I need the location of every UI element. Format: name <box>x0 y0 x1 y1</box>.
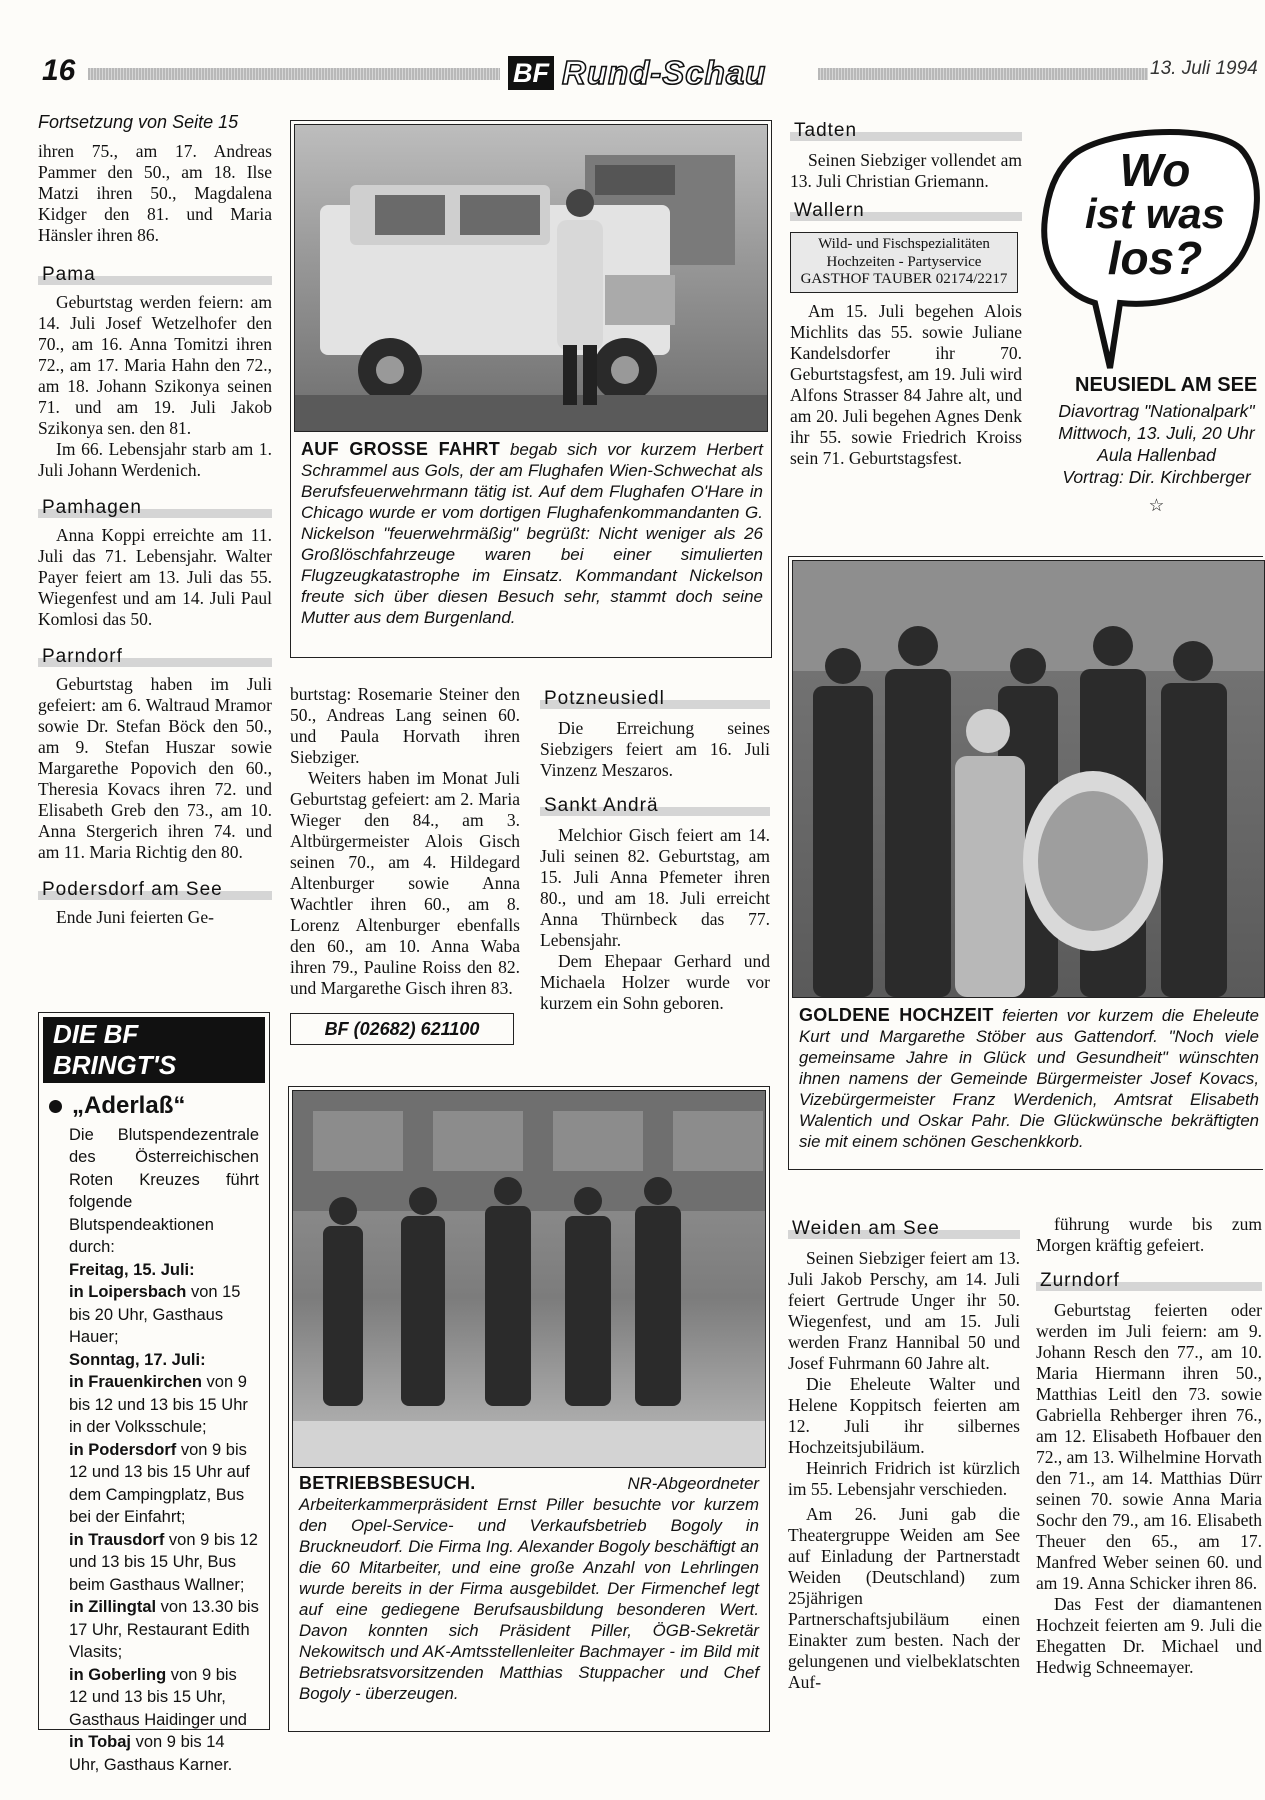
hochzeit-story-box <box>788 556 1263 1170</box>
masthead-logo <box>508 56 810 92</box>
section-header-wallern: Wallern <box>790 200 1022 222</box>
paragraph: Seinen Siebziger vollendet am 13. Juli Christian Griemann. <box>790 150 1022 191</box>
event-line: Vortrag: Dir. Kirchberger <box>1062 467 1251 487</box>
event-line: Mittwoch, 13. Juli, 20 Uhr <box>1058 423 1255 443</box>
paragraph: Melchior Gisch feiert am 14. Juli seinen 82. Geburtstag, am 15. Juli Anna Pfemeter ihren 80., und am 18. Juli erreicht Anna Thürnbeck das 77. Lebensjahr. <box>540 825 770 950</box>
box-day: Sonntag, 17. Juli: <box>69 1350 206 1369</box>
golden-wedding-photo <box>792 560 1265 998</box>
masthead-rule-left <box>88 68 500 80</box>
paragraph: Geburtstag werden feiern: am 14. Juli Josef Wetzelhofer den 70., am 16. Anna Tomitzi ihren 72., am 17. Maria Hahn den 72., am 18. Johann Szikonya seinen 71. und am 19. Juli Jakob Szikonya sen. den 81. <box>38 292 272 438</box>
bf-info-box <box>38 1012 270 1774</box>
section-header-tadten: Tadten <box>790 120 1022 142</box>
bubble-line: los? <box>1107 232 1203 284</box>
box-entry: in Frauenkirchen von 9 bis 12 und 13 bis 15 Uhr in der Volksschule; <box>69 1373 248 1436</box>
logo-title: Rund-Schau <box>562 54 767 91</box>
paragraph: Am 15. Juli begehen Alois Michlits das 55. sowie Juliane Kandelsdorfer ihr 70. Geburtstagsfest, am 19. Juli wird Alfons Strasser 84 Jahre alt, und am 20. Juli begehen Agnes Denk ihr 55. sowie Friedrich Kroiss sein 71. Geburtstagsfest. <box>790 300 1022 468</box>
star-icon: ☆ <box>1148 495 1165 515</box>
section-header-zurndorf: Zurndorf <box>1036 1270 1262 1292</box>
paragraph: Die Eheleute Walter und Helene Koppitsch feierten am 12. Juli ihr silbernes Hochzeitsjubiläum. <box>788 1374 1020 1457</box>
box-entry: in Tobaj von 9 bis 14 Uhr, Gasthaus Karner. <box>69 1733 233 1774</box>
paragraph: Geburtstag haben im Juli gefeiert: am 6. Waltraud Mramor sowie Dr. Stefan Böck den 50., am 9. Stefan Huszar sowie Margarethe Popovich den 60., Theresia Kovacs ihren 72. und Elisabeth Greb den 73., am 10. Anna Stergerich ihren 74. und am 11. Maria Richtig den 80. <box>38 674 272 862</box>
logo-bf: BF <box>508 56 554 90</box>
phone-box: BF (02682) 621100 <box>290 1013 514 1045</box>
bubble-line: Wo <box>1119 144 1191 196</box>
fire-story-box <box>290 120 772 658</box>
fire-story-caption: AUF GROSSE FAHRT begab sich vor kurzem Herbert Schrammel aus Gols, der am Flughafen Wien-Schwechat als Berufsfeuerwehrmann tätig ist. Auf dem Flughafen O'Hare in Chicago wurde er vom dortigen Flughafenkommandanten G. Nickelson "feuerwehrmäßig" begrüßt: Nicht weniger als 26 Großlöschfahrzeuge waren bei einer simulierten Flugzeugkatastrophe im Einsatz. Kommandant Nickelson freute sich über diesen Besuch sehr, stammt doch seine Mutter aus dem Burgenland. <box>301 439 763 627</box>
fire-truck-photo <box>294 124 768 432</box>
page-number: 16 <box>42 54 76 87</box>
box-day: Freitag, 15. Juli: <box>69 1260 195 1279</box>
section-header-weiden: Weiden am See <box>788 1218 1020 1240</box>
section-header-pamhagen: Pamhagen <box>38 497 272 519</box>
paragraph: Geburtstag feierten oder werden im Juli feiern: am 9. Johann Resch den 77., am 10. Maria Hiermann ihren 50., Matthias Leitl den 73. sowie Gabriella Rehberger ihren 76., am 12. Elisabeth Hofbauer den 72., am 13. Wilhelmine Horvath den 71., am 14. Matthias Dürr seinen 70. sowie Anna Maria Sochr den 79., am 16. Elisabeth Theuer den 65., am 17. Manfred Weber seinen 60. und am 19. Anna Schicker ihren 86. <box>1036 1300 1262 1593</box>
paragraph: Heinrich Fridrich ist kürzlich im 55. Lebensjahr verschieden. <box>788 1458 1020 1499</box>
column-2 <box>290 684 520 1045</box>
box-title: DIE BF BRINGT'S <box>43 1017 265 1083</box>
paragraph: führung wurde bis zum Morgen kräftig gefeiert. <box>1036 1214 1262 1255</box>
event-details <box>1048 400 1265 516</box>
column-1 <box>38 112 272 928</box>
event-place: NEUSIEDL AM SEE <box>1075 374 1258 396</box>
box-entry: in Loipersbach von 15 bis 20 Uhr, Gasthaus Hauer; <box>69 1283 241 1346</box>
column-5 <box>788 1218 1020 1693</box>
hochzeit-story-caption: GOLDENE HOCHZEIT feierten vor kurzem die Eheleute Kurt und Margarethe Stöber aus Gattendorf. "Noch viele gemeinsame Jahre in Glück und Gesundheit" wünschten ihnen namens der Gemeinde Bürgermeister Josef Kovacs, Vizebürgermeister Franz Werdenich, Amtsrat Elisabeth Walentich und Oskar Pahr. Die Glückwünsche bekräftigten sie mit einem schönen Geschenkkorb. <box>799 1005 1259 1151</box>
section-header-potzneusiedl: Potzneusiedl <box>540 688 770 710</box>
bubble-text <box>1060 144 1250 284</box>
column-3 <box>540 688 770 1014</box>
paragraph: Ende Juni feierten Ge- <box>56 907 214 927</box>
betrieb-story-caption: BETRIEBSBESUCH. NR-Abgeordneter Arbeiterkammerpräsident Ernst Piller besuchte vor kurzem den Opel-Service- und Verkaufsbetrieb Bogoly in Bruckneudorf. Die Firma Ing. Alexander Bogoly beschäftigt an die 60 Mitarbeiter, und eine große Anzahl von Lehrlingen wurde bereits in der Firma ausgebildet. Der Firmenchef legt auf eine gediegene Berufsausbildung besonderen Wert. Davon konnten sich Präsident Piller, ÖGB-Sekretär Nekowitsch und AK-Amtsstellenleiter Bachmayer - im Bild mit Betriebsratsvorsitzenden Matthias Stuppacher und Chef Bogoly - überzeugen. <box>299 1473 759 1703</box>
paragraph: Die Erreichung seines Siebzigers feiert am 16. Juli Vinzenz Meszaros. <box>540 718 770 780</box>
section-header-parndorf: Parndorf <box>38 646 272 668</box>
paragraph: Im 66. Lebensjahr starb am 1. Juli Johann Werdenich. <box>38 439 272 480</box>
event-line: Diavortrag "Nationalpark" <box>1058 401 1255 421</box>
group-illustration <box>293 1091 765 1467</box>
bubble-line: ist was <box>1084 190 1226 237</box>
column-6 <box>1036 1214 1262 1678</box>
continuation-note: Fortsetzung von Seite 15 <box>38 112 239 132</box>
event-line: Aula Hallenbad <box>1097 445 1216 465</box>
box-entry: in Zillingtal von 13.30 bis 17 Uhr, Restaurant Edith Vlasits; <box>69 1598 259 1661</box>
masthead <box>0 52 1265 100</box>
box-entry: in Podersdorf von 9 bis 12 und 13 bis 15 Uhr auf dem Campingplatz, Bus bei der Einfahrt; <box>69 1440 250 1526</box>
event-box <box>1040 118 1265 538</box>
ad-line: Hochzeiten - Partyservice <box>826 253 982 270</box>
section-header-podersdorf: Podersdorf am See <box>38 879 272 901</box>
box-heading: „Aderlaß“ <box>49 1095 259 1118</box>
section-header-pama: Pama <box>38 264 272 286</box>
gasthof-ad <box>790 232 1018 293</box>
masthead-rule-right <box>818 68 1148 80</box>
betrieb-story-box <box>288 1086 770 1732</box>
paragraph: ihren 75., am 17. Andreas Pammer den 50., am 18. Ilse Matzi ihren 50., Magdalena Kidger den 81. und Maria Hänsler ihren 86. <box>38 141 272 245</box>
ad-line: Wild- und Fischspezialitäten <box>818 236 990 252</box>
column-4 <box>790 120 1022 469</box>
paragraph: Am 26. Juni gab die Theatergruppe Weiden am See auf Einladung der Partnerstadt Weiden (Deutschland) zum 25jährigen Partnerschaftsjubiläum einen Einakter zum besten. Nach der gelungenen und vielbeklatschten Auf- <box>788 1504 1020 1692</box>
ad-line: GASTHOF TAUBER 02174/2217 <box>800 271 1008 287</box>
box-entry: in Goberling von 9 bis 12 und 13 bis 15 Uhr, Gasthaus Haidinger und <box>69 1665 247 1729</box>
paragraph: Anna Koppi erreichte am 11. Juli das 71. Lebensjahr. Walter Payer feiert am 13. Juli das 55. Wiegenfest und am 14. Juli Paul Komlosi das 50. <box>38 525 272 629</box>
paragraph: Seinen Siebziger feiert am 13. Juli Jakob Perschy, am 14. Juli feiert Gertrude Unger ihr 50. Wiegenfest, und am 15. Juli werden Franz Hannibal 50 und Josef Fuhrmann 60 Jahre alt. <box>788 1248 1020 1373</box>
issue-date: 13. Juli 1994 <box>1150 58 1258 79</box>
paragraph: Dem Ehepaar Gerhard und Michaela Holzer wurde vor kurzem ein Sohn geboren. <box>540 951 770 1013</box>
paragraph: Das Fest der diamantenen Hochzeit feierten am 9. Juli die Ehegatten Dr. Michael und Hedwig Schneemayer. <box>1036 1594 1262 1677</box>
section-header-sankt-andrae: Sankt Andrä <box>540 795 770 817</box>
box-intro: Die Blutspendezentrale des Österreichischen Roten Kreuzes führt folgende Blutspendeaktionen durch: <box>69 1125 259 1256</box>
wedding-group-illustration <box>793 561 1264 997</box>
fire-truck-illustration <box>295 125 767 431</box>
group-photo-workshop <box>292 1090 766 1468</box>
bullet-icon <box>49 1100 62 1113</box>
paragraph: Weiters haben im Monat Juli Geburtstag gefeiert: am 2. Maria Wieger den 84., am 3. Altbürgermeister Alois Gisch seinen 70., am 4. Hildegard Altenburger sowie Anna Wachtler ihren 60., am 8. Lorenz Altenburger ebenfalls den 60., am 10. Anna Waba ihren 79., Pauline Roiss den 82. und Margarethe Gisch ihren 83. <box>290 768 520 998</box>
paragraph: burtstag: Rosemarie Steiner den 50., Andreas Lang seinen 60. und Paula Horvath ihren Siebziger. <box>290 684 520 767</box>
box-entry: in Trausdorf von 9 bis 12 und 13 bis 15 Uhr, Bus beim Gasthaus Wallner; <box>69 1530 258 1594</box>
